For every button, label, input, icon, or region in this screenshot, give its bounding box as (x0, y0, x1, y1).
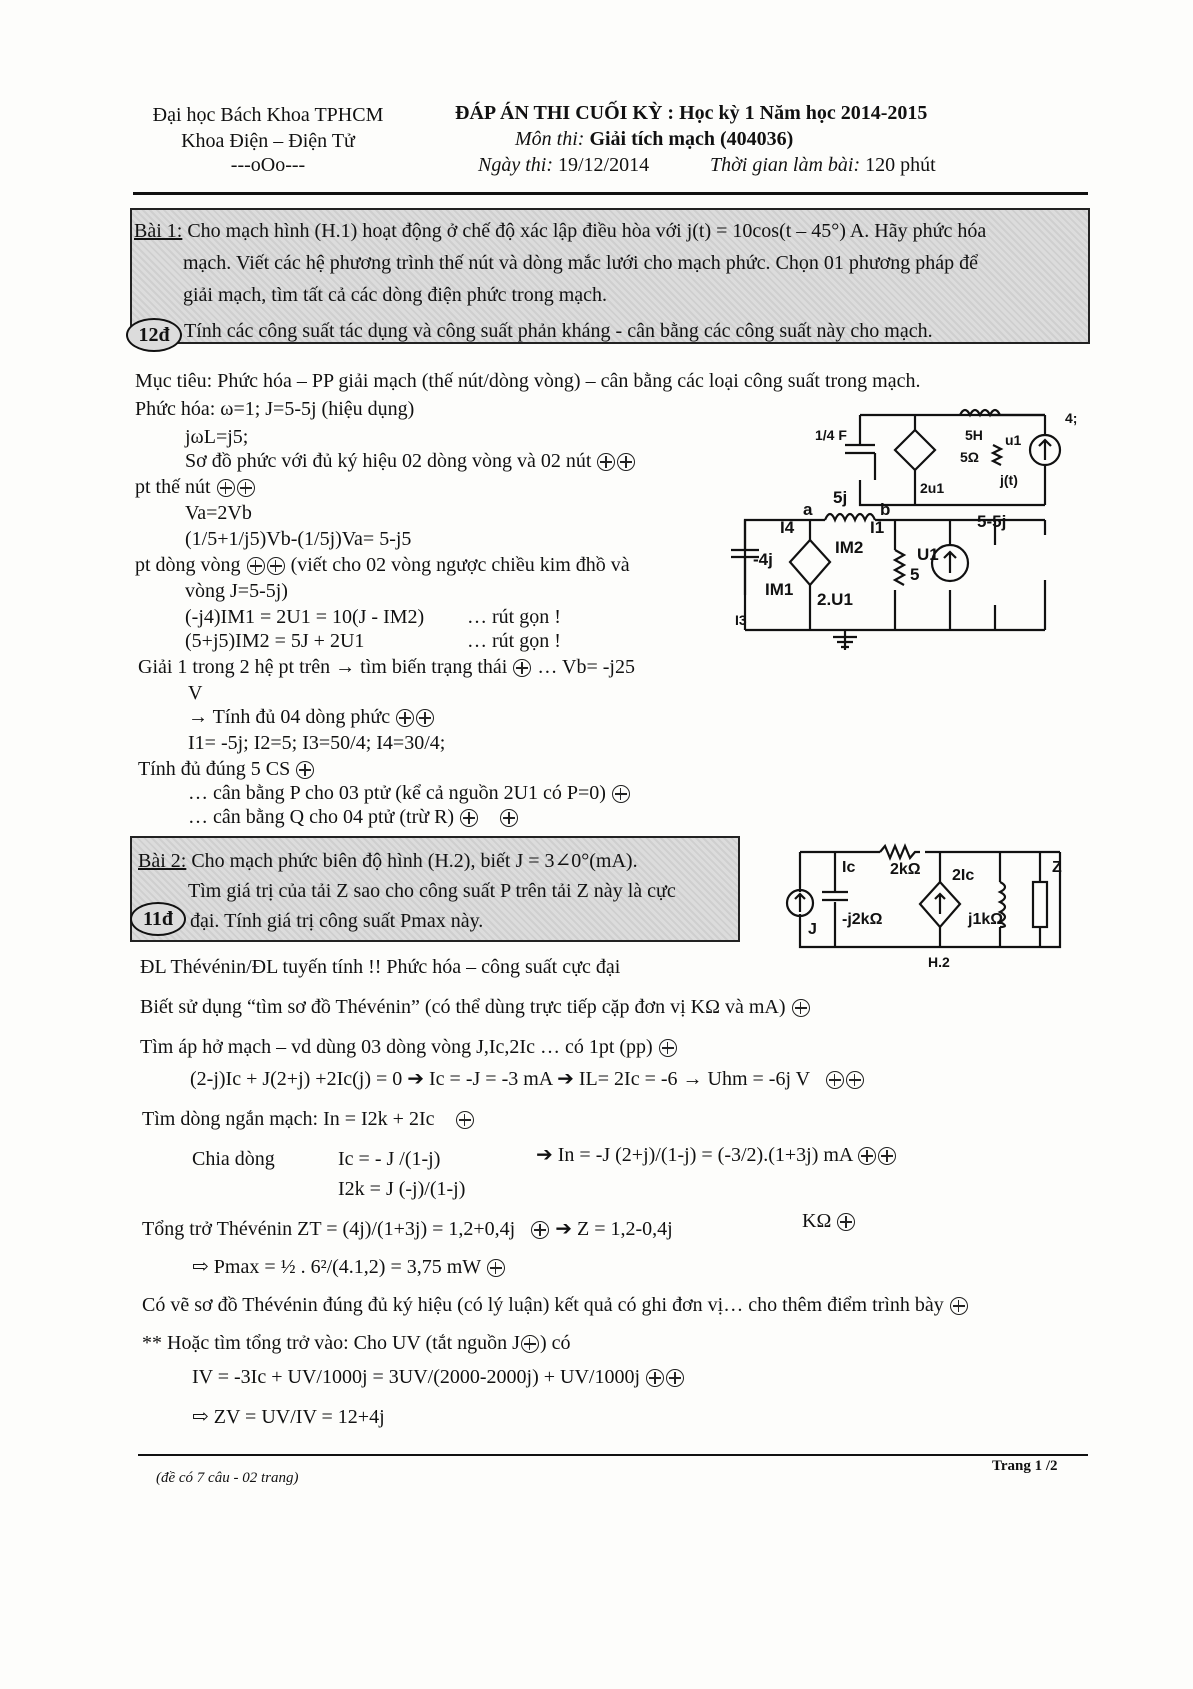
plus-icon (296, 761, 314, 779)
plus-icon (597, 453, 615, 471)
plus-icon (666, 1369, 684, 1387)
plus-icon (617, 453, 635, 471)
school-name: Đại học Bách Khoa TPHCM (152, 104, 384, 126)
circuit1-im2: IM2 (835, 538, 864, 557)
plus-icon (792, 999, 810, 1017)
sol2-open-eq: (2-j)Ic + J(2+j) +2Ic(j) = 0 ➔ Ic = -J = -3 mA ➔ IL= 2Ic = -6 → Uhm = -6j V (190, 1066, 865, 1091)
problem-2-line3: đại. Tính giá trị công suất Pmax này. (190, 910, 484, 932)
problem-1-line1: Bài 1: Cho mạch hình (H.1) hoạt động ở chế độ xác lập điều hòa với j(t) = 10cos(t – 45°) A. Hãy phức hóa (134, 220, 987, 242)
sol1-mesh2: (5+j5)IM2 = 5J + 2U1 (185, 630, 365, 652)
circuit1-i4: I4 (780, 518, 795, 537)
sol1-unit: V (188, 682, 203, 704)
circuit2-j-label: J (808, 921, 817, 938)
sol1-mesh-note: vòng J=5-5j) (185, 580, 288, 602)
sol1-mesh-eq: pt dòng vòng (viết cho 02 vòng ngược chiều kim đhồ và (135, 554, 630, 576)
plus-icon (646, 1369, 664, 1387)
plus-icon (531, 1221, 549, 1239)
plus-icon (500, 809, 518, 827)
plus-icon (521, 1335, 539, 1353)
page-number: Trang 1 /2 (992, 1458, 1058, 1474)
plus-icon (456, 1111, 474, 1129)
sol2-theorem: ĐL Thévénin/ĐL tuyến tính !! Phức hóa – công suất cực đại (140, 956, 621, 978)
sol1-currents: → Tính đủ 04 dòng phức (188, 706, 435, 729)
circuit1-dep-label: 2u1 (920, 480, 945, 496)
sol1-simplify1: … rút gọn ! (467, 606, 561, 628)
sol1-phasor: Phức hóa: ω=1; J=5-5j (hiệu dụng) (135, 398, 415, 420)
circuit2-dep-label: 2Ic (952, 867, 975, 884)
sol1-balance-p: … cân bằng P cho 03 ptử (kể cả nguồn 2U1 có P=0) (188, 782, 631, 805)
plus-icon (460, 809, 478, 827)
circuit1-node-b: b (880, 500, 891, 519)
circuit1-src-label: j(t) (1000, 472, 1018, 488)
plus-icon (878, 1147, 896, 1165)
circuit2-z-label: Z (1052, 859, 1062, 876)
problem-1-line2: mạch. Viết các hệ phương trình thế nút và dòng mắc lưới cho mạch phức. Chọn 01 phương pháp để (183, 252, 978, 274)
circuit1-cap-label: 1/4 F (815, 427, 847, 443)
plus-icon (612, 785, 630, 803)
sol1-diagram-note: Sơ đồ phức với đủ ký hiệu 02 dòng vòng và 02 nút (185, 450, 636, 473)
sol2-bonus: Có vẽ sơ đồ Thévénin đúng đủ ký hiệu (có lý luận) kết quả có ghi đơn vị… cho thêm điểm trình bày (142, 1294, 969, 1317)
sol2-in: ➔ In = -J (2+j)/(1-j) = (-3/2).(1+3j) mA (536, 1142, 897, 1167)
score-badge: 11đ (130, 902, 186, 936)
problem-2-line2: Tìm giá trị của tải Z sao cho công suất P trên tải Z này là cực (188, 880, 676, 902)
sol1-node-eq: pt thế nút (135, 476, 256, 499)
sol2-thevenin-use: Biết sử dụng “tìm sơ đồ Thévénin” (có thể dùng trực tiếp cặp đơn vị KΩ và mA) (140, 996, 811, 1019)
plus-icon (846, 1071, 864, 1089)
circuit1-i1: I1 (870, 518, 885, 537)
date-line: Ngày thi: 19/12/2014 (478, 154, 650, 176)
circuit1-node-a: a (803, 500, 813, 519)
plus-icon (237, 479, 255, 497)
plus-icon (659, 1039, 677, 1057)
sol1-balance-q: … cân bằng Q cho 04 ptử (trừ R) (188, 806, 519, 829)
plus-icon (396, 709, 414, 727)
time-line: Thời gian làm bài: 120 phút (710, 154, 936, 176)
subject-line: Môn thi: Giải tích mạch (404036) (515, 128, 794, 150)
sol2-iv: IV = -3Ic + UV/1000j = 3UV/(2000-2000j) + UV/1000j (192, 1366, 685, 1389)
plus-icon (416, 709, 434, 727)
faculty-name: Khoa Điện – Điện Tử (181, 130, 355, 152)
exam-title: ĐÁP ÁN THI CUỐI KỲ : Học kỳ 1 Năm học 2014-2015 (455, 102, 928, 124)
plus-icon (217, 479, 235, 497)
circuit2-cap-label: -j2kΩ (842, 911, 883, 928)
plus-icon (487, 1259, 505, 1277)
circuit-h2-diagram (790, 842, 1080, 972)
sol2-open-circuit: Tìm áp hở mạch – vd dùng 03 dòng vòng J,Ic,2Ic … có 1pt (pp) (140, 1036, 678, 1059)
plus-icon (826, 1071, 844, 1089)
circuit2-caption: H.2 (928, 954, 950, 970)
circuit1-mark: 4; (1065, 410, 1078, 426)
circuit1-res-label: 5Ω (960, 449, 980, 465)
sol2-alt: ** Hoặc tìm tổng trở vào: Cho UV (tắt nguồn J ) có (142, 1332, 571, 1354)
sol1-simplify2: … rút gọn ! (467, 630, 561, 652)
sol1-power: Tính đủ đúng 5 CS (138, 758, 315, 781)
circuit1-source-J: 5-5j (977, 512, 1007, 531)
sol1-node-eq2: (1/5+1/j5)Vb-(1/5j)Va= 5-j5 (185, 528, 412, 550)
circuit1-u1-label: u1 (1005, 432, 1022, 448)
circuit1-dep2: 2.U1 (817, 590, 853, 609)
circuit1-ind-label: 5H (965, 427, 983, 443)
footer-rule (138, 1454, 1088, 1456)
circuit1-U1: U1 (917, 545, 939, 564)
plus-icon (950, 1297, 968, 1315)
sol2-current-divider: Chia dòng (192, 1148, 275, 1170)
sol1-mesh1: (-j4)IM1 = 2U1 = 10(J - IM2) (185, 606, 425, 628)
problem-2-line1: Bài 2: Cho mạch phức biên độ hình (H.2), biết J = 3∠0°(mA). (138, 850, 638, 872)
header-deco: ---oOo--- (230, 154, 306, 176)
score-badge: 12đ (126, 318, 182, 352)
sol2-unit: KΩ (802, 1210, 856, 1233)
plus-icon (513, 659, 531, 677)
header-rule (133, 192, 1088, 195)
circuit-h1-diagram (735, 405, 1085, 675)
circuit1-ind-j: 5j (833, 488, 848, 507)
sol2-pmax: ⇨ Pmax = ½ . 6²/(4.1,2) = 3,75 mW (192, 1254, 506, 1279)
circuit1-i3: I3 (735, 612, 747, 628)
plus-icon (267, 557, 285, 575)
sol1-solve: Giải 1 trong 2 hệ pt trên → tìm biến trạng thái … Vb= -j25 (138, 656, 635, 678)
footer-note: (đề có 7 câu - 02 trang) (156, 1470, 299, 1486)
sol1-va: Va=2Vb (185, 502, 252, 524)
sol2-i2k: I2k = J (-j)/(1-j) (338, 1178, 466, 1200)
plus-icon (837, 1213, 855, 1231)
sol2-zv: ⇨ ZV = UV/IV = 12+4j (192, 1406, 385, 1428)
sol2-short-circuit: Tìm dòng ngắn mạch: In = I2k + 2Ic (142, 1108, 475, 1131)
circuit2-res-label: 2kΩ (890, 861, 921, 878)
sol1-objective: Mục tiêu: Phức hóa – PP giải mạch (thế nút/dòng vòng) – cân bằng các loại công suất trong mạch. (135, 370, 921, 392)
circuit2-ind-label: j1kΩ (968, 911, 1004, 928)
problem-1-line4: Tính các công suất tác dụng và công suất phản kháng - cân bằng các công suất này cho mạch. (184, 320, 933, 342)
circuit1-cap-j: -4j (753, 550, 773, 569)
sol1-current-values: I1= -5j; I2=5; I3=50/4; I4=30/4; (188, 732, 446, 754)
problem-1-line3: giải mạch, tìm tất cả các dòng điện phức trong mạch. (183, 284, 608, 306)
sol2-zt: Tổng trở Thévénin ZT = (4j)/(1+3j) = 1,2+0,4j ➔ Z = 1,2-0,4j (142, 1218, 673, 1240)
sol2-ic: Ic = - J /(1-j) (338, 1148, 441, 1170)
circuit1-res-5: 5 (910, 565, 920, 584)
plus-icon (858, 1147, 876, 1165)
circuit1-im1: IM1 (765, 580, 794, 599)
sol1-jwl: jωL=j5; (185, 426, 249, 448)
circuit2-ic-label: Ic (842, 859, 856, 876)
plus-icon (247, 557, 265, 575)
